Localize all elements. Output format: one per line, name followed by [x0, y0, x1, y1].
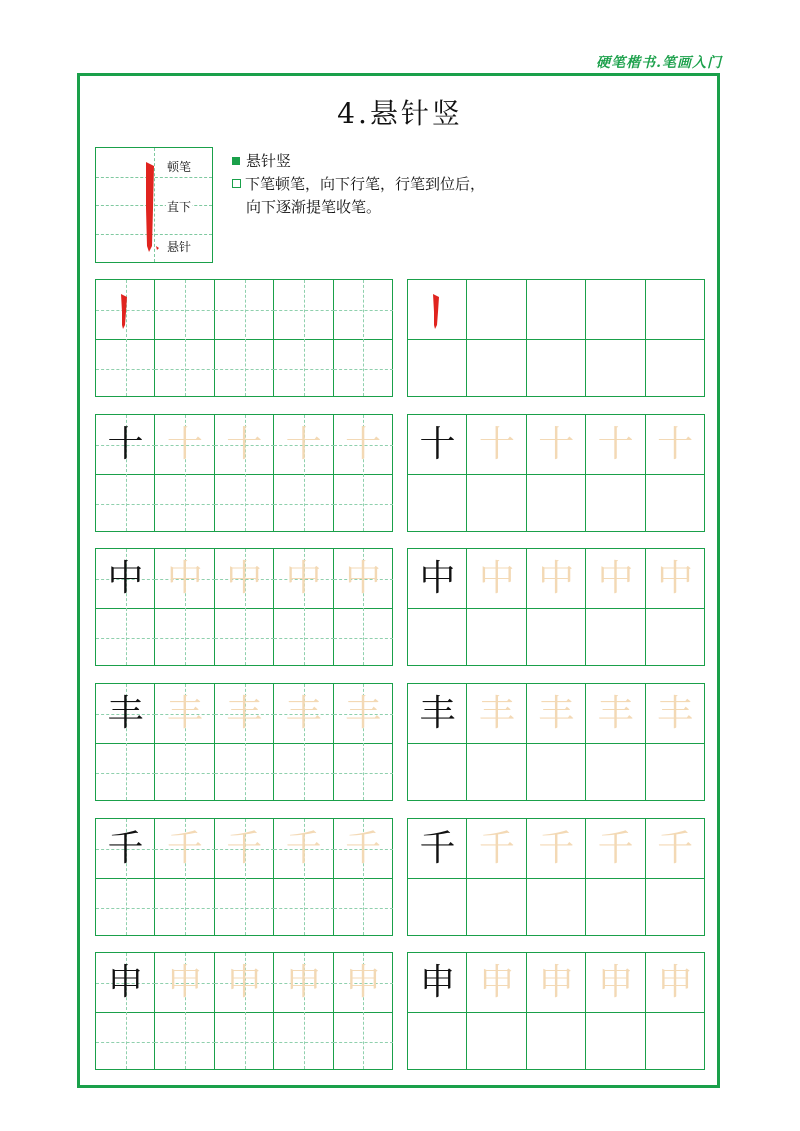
grid-guide-v [304, 280, 305, 396]
practice-panel [407, 683, 705, 801]
trace-character: 十 [345, 424, 382, 465]
trace-character: 千 [345, 828, 382, 869]
trace-character: 丰 [657, 693, 694, 734]
practice-panel [95, 414, 393, 532]
grid-guide-h [155, 638, 214, 639]
xuanzhen-stroke-sample [408, 280, 467, 339]
series-label: 硬笔楷书.笔画入门 [596, 55, 722, 71]
trace-character: 丰 [597, 693, 634, 734]
trace-character: 申 [478, 962, 515, 1003]
trace-character: 十 [478, 424, 515, 465]
grid-guide-v [185, 280, 186, 396]
page-title: 4.悬针竖 [337, 97, 463, 130]
description-line-1: 下笔顿笔，向下行笔，行笔到位后， [245, 175, 486, 193]
practice-panel [95, 279, 393, 397]
grid-guide-h [334, 638, 393, 639]
grid-guide-h [274, 369, 333, 370]
grid-guide-h [155, 369, 214, 370]
trace-character: 申 [657, 962, 694, 1003]
stroke-description [232, 150, 485, 219]
practice-panel [407, 414, 705, 532]
trace-character: 千 [285, 828, 322, 869]
practice-panel [407, 279, 705, 397]
grid-guide-h [215, 310, 274, 311]
trace-character: 千 [166, 828, 203, 869]
grid-guide-h [96, 504, 155, 505]
grid-guide-h [274, 1042, 333, 1043]
grid-guide-h [96, 638, 155, 639]
grid-cell [467, 280, 526, 396]
grid-guide-v [245, 280, 246, 396]
trace-character: 千 [538, 828, 575, 869]
practice-panel [95, 683, 393, 801]
trace-character: 丰 [345, 693, 382, 734]
trace-character: 丰 [285, 693, 322, 734]
grid-guide-h [334, 310, 393, 311]
demo-label-zhixia: 直下 [167, 200, 192, 214]
trace-character: 十 [166, 424, 203, 465]
grid-cell [527, 280, 586, 396]
trace-character: 十 [597, 424, 634, 465]
trace-character: 千 [478, 828, 515, 869]
trace-character: 申 [345, 962, 382, 1003]
grid-guide-h [215, 504, 274, 505]
model-character: 申 [419, 962, 456, 1003]
grid-guide-h [274, 638, 333, 639]
grid-guide-h [96, 773, 155, 774]
trace-character: 千 [226, 828, 263, 869]
grid-guide-h [96, 908, 155, 909]
model-character: 申 [107, 962, 144, 1003]
grid-guide-h [274, 504, 333, 505]
demo-label-xuanzhen: 悬针 [167, 240, 192, 254]
practice-panel [407, 952, 705, 1070]
grid-guide-h [155, 773, 214, 774]
trace-character: 申 [538, 962, 575, 1003]
grid-guide-v [363, 280, 364, 396]
grid-guide-h [155, 908, 214, 909]
grid-guide-h [334, 369, 393, 370]
trace-character: 申 [226, 962, 263, 1003]
model-character: 中 [419, 558, 456, 599]
grid-guide-h [155, 1042, 214, 1043]
demo-label-dunbi: 顿笔 [167, 160, 192, 174]
bullet-filled-icon [232, 157, 240, 165]
stroke-demo-box [95, 147, 213, 263]
trace-character: 中 [226, 558, 263, 599]
grid-guide-h [215, 1042, 274, 1043]
grid-guide-h [334, 773, 393, 774]
grid-guide-h [334, 908, 393, 909]
grid-guide-h [215, 369, 274, 370]
model-character: 十 [107, 424, 144, 465]
trace-character: 中 [597, 558, 634, 599]
trace-character: 申 [166, 962, 203, 1003]
bullet-hollow-icon [232, 179, 241, 188]
grid-guide-h [155, 310, 214, 311]
grid-guide-h [96, 1042, 155, 1043]
grid-guide-h [274, 908, 333, 909]
trace-character: 十 [226, 424, 263, 465]
practice-panel [407, 818, 705, 936]
trace-character: 中 [345, 558, 382, 599]
trace-character: 千 [597, 828, 634, 869]
model-character: 十 [419, 424, 456, 465]
practice-panel [95, 818, 393, 936]
grid-guide-h [215, 638, 274, 639]
model-character: 丰 [107, 693, 144, 734]
practice-panel [95, 952, 393, 1070]
trace-character: 十 [538, 424, 575, 465]
trace-character: 丰 [166, 693, 203, 734]
model-character: 千 [107, 828, 144, 869]
trace-character: 中 [478, 558, 515, 599]
practice-panel [407, 548, 705, 666]
trace-character: 中 [657, 558, 694, 599]
trace-character: 中 [538, 558, 575, 599]
description-line-2: 向下逐渐提笔收笔。 [246, 198, 382, 216]
grid-cell [586, 280, 645, 396]
trace-character: 丰 [478, 693, 515, 734]
trace-character: 申 [285, 962, 322, 1003]
grid-guide-h [334, 504, 393, 505]
trace-character: 中 [166, 558, 203, 599]
practice-panel [95, 548, 393, 666]
grid-guide-h [96, 369, 155, 370]
trace-character: 丰 [538, 693, 575, 734]
stroke-name: 悬针竖 [246, 152, 292, 170]
xuanzhen-stroke-icon [96, 148, 214, 264]
grid-guide-h [215, 908, 274, 909]
grid-guide-h [334, 1042, 393, 1043]
trace-character: 丰 [226, 693, 263, 734]
trace-character: 千 [657, 828, 694, 869]
model-character: 丰 [419, 693, 456, 734]
trace-character: 中 [285, 558, 322, 599]
grid-guide-h [274, 310, 333, 311]
trace-character: 十 [285, 424, 322, 465]
trace-character: 十 [657, 424, 694, 465]
grid-guide-h [215, 773, 274, 774]
xuanzhen-stroke-sample [96, 280, 155, 339]
model-character: 千 [419, 828, 456, 869]
grid-guide-h [274, 773, 333, 774]
grid-guide-h [155, 504, 214, 505]
model-character: 中 [107, 558, 144, 599]
trace-character: 申 [597, 962, 634, 1003]
